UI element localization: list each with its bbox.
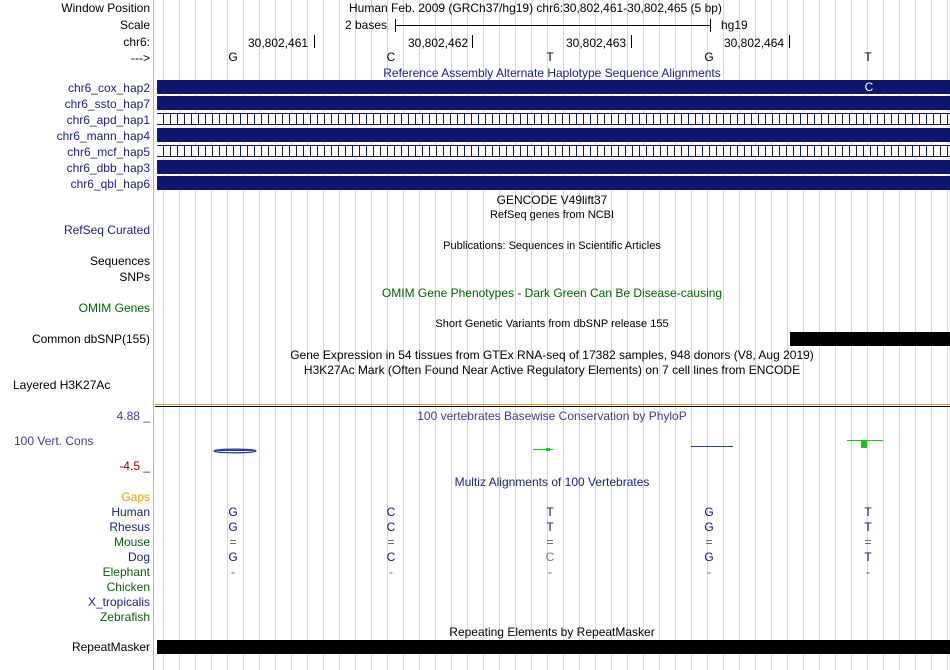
- multiz-title[interactable]: Multiz Alignments of 100 Vertebrates: [454, 475, 650, 489]
- multiz-base: T: [546, 505, 554, 519]
- multiz-base: -: [707, 565, 711, 579]
- species-label-x-tropicalis[interactable]: X_tropicalis: [87, 595, 150, 609]
- ref-base-1: G: [228, 50, 238, 64]
- track-label-gaps[interactable]: Gaps: [121, 490, 150, 504]
- track-label-common-dbsnp[interactable]: Common dbSNP(155): [31, 332, 150, 346]
- track-label-sequences[interactable]: Sequences: [89, 254, 150, 268]
- hap-bar-mann-hap4[interactable]: [157, 128, 950, 142]
- conservation-min-label: -4.5 _: [119, 459, 150, 473]
- repeatmasker-title[interactable]: Repeating Elements by RepeatMasker: [449, 625, 655, 639]
- ref-base-2: C: [386, 50, 396, 64]
- ref-base-4: G: [704, 50, 714, 64]
- hap-bar-ssto-hap7[interactable]: [157, 96, 950, 110]
- ruler-tick-2: [472, 35, 473, 48]
- scale-db-label: hg19: [721, 18, 748, 32]
- multiz-base: G: [704, 550, 714, 564]
- scale-label: Scale: [119, 18, 150, 32]
- multiz-base: =: [705, 535, 713, 549]
- ruler-tick-1: [314, 35, 315, 48]
- track-label-chr6-ssto-hap7[interactable]: chr6_ssto_hap7: [64, 97, 150, 111]
- dbsnp-title[interactable]: Short Genetic Variants from dbSNP release 155: [435, 318, 669, 330]
- gtex-title[interactable]: Gene Expression in 54 tissues from GTEx RNA-seq of 17382 samples, 948 donors (V8, Aug 2019): [290, 348, 814, 362]
- scale-bar-text: 2 bases: [345, 18, 388, 32]
- window-position-label: Window Position: [61, 1, 150, 15]
- track-label-100-vert-cons[interactable]: 100 Vert. Cons: [14, 434, 94, 448]
- conservation-title[interactable]: 100 vertebrates Basewise Conservation by PhyloP: [417, 409, 687, 423]
- multiz-base: T: [864, 550, 872, 564]
- scale-bar: [395, 25, 711, 26]
- hap-bar-cox-hap2[interactable]: [157, 80, 950, 94]
- multiz-base: T: [864, 520, 872, 534]
- track-label-chr6-qbl-hap6[interactable]: chr6_qbl_hap6: [70, 177, 150, 191]
- species-label-zebrafish[interactable]: Zebrafish: [99, 610, 150, 624]
- repeatmasker-bar[interactable]: [157, 640, 950, 654]
- cox-hap2-mismatch-base: C: [864, 80, 874, 94]
- track-separator-black: [155, 406, 950, 407]
- ruler-coord-1: 30,802,461: [248, 36, 309, 50]
- ruler-coord-3: 30,802,463: [566, 36, 627, 50]
- multiz-base: G: [704, 520, 714, 534]
- chrom-label: chr6:: [123, 35, 150, 49]
- multiz-base: =: [229, 535, 237, 549]
- hap-bar-apd-hap1[interactable]: [157, 113, 950, 125]
- multiz-base: C: [386, 505, 396, 519]
- multiz-base: -: [231, 565, 235, 579]
- ruler-coord-4: 30,802,464: [724, 36, 785, 50]
- hap-bar-dbb-hap3[interactable]: [157, 160, 950, 174]
- hap-bar-qbl-hap6[interactable]: [157, 176, 950, 190]
- dbsnp-variant-bar[interactable]: [790, 332, 950, 346]
- scale-bar-right-tick: [710, 19, 711, 32]
- species-label-mouse[interactable]: Mouse: [113, 535, 150, 549]
- publications-title[interactable]: Publications: Sequences in Scientific Articles: [443, 240, 661, 252]
- track-label-repeatmasker[interactable]: RepeatMasker: [71, 640, 150, 654]
- multiz-base: =: [864, 535, 872, 549]
- conservation-mark-1b: [214, 450, 256, 451]
- species-label-rhesus[interactable]: Rhesus: [109, 520, 150, 534]
- alt-haplotypes-title[interactable]: Reference Assembly Alternate Haplotype Sequence Alignments: [383, 66, 721, 80]
- ruler-tick-4: [789, 35, 790, 48]
- conservation-mark-4b: [861, 440, 867, 448]
- track-separator-orange: [155, 404, 950, 405]
- track-label-snps[interactable]: SNPs: [119, 270, 150, 284]
- multiz-base: T: [546, 520, 554, 534]
- multiz-base: =: [387, 535, 395, 549]
- species-label-human[interactable]: Human: [111, 505, 150, 519]
- multiz-base: -: [389, 565, 393, 579]
- conservation-plot[interactable]: [155, 430, 950, 460]
- multiz-base: G: [228, 505, 238, 519]
- species-label-dog[interactable]: Dog: [127, 550, 150, 564]
- multiz-base: C: [386, 550, 396, 564]
- multiz-base: C: [545, 550, 555, 564]
- ref-base-3: T: [546, 50, 554, 64]
- gencode-title[interactable]: GENCODE V49lift37: [496, 193, 608, 207]
- strand-toggle[interactable]: --->: [131, 51, 150, 65]
- scale-bar-left-tick: [395, 19, 396, 32]
- assembly-position-text: Human Feb. 2009 (GRCh37/hg19) chr6:30,802,461-30,802,465 (5 bp): [349, 1, 722, 15]
- track-label-column: [0, 0, 154, 670]
- multiz-base: G: [228, 520, 238, 534]
- ruler-tick-3: [631, 35, 632, 48]
- track-label-omim-genes[interactable]: OMIM Genes: [78, 301, 150, 315]
- multiz-base: =: [546, 535, 554, 549]
- multiz-base: -: [548, 565, 552, 579]
- omim-title[interactable]: OMIM Gene Phenotypes - Dark Green Can Be Disease-causing: [381, 286, 723, 300]
- ruler-coord-2: 30,802,462: [408, 36, 469, 50]
- track-label-chr6-mcf-hap5[interactable]: chr6_mcf_hap5: [67, 145, 150, 159]
- multiz-base: G: [228, 550, 238, 564]
- h3k27ac-title[interactable]: H3K27Ac Mark (Often Found Near Active Regulatory Elements) on 7 cell lines from ENCODE: [303, 363, 801, 377]
- track-label-chr6-mann-hap4[interactable]: chr6_mann_hap4: [56, 129, 150, 143]
- multiz-base: -: [866, 565, 870, 579]
- conservation-max-label: 4.88 _: [116, 409, 150, 423]
- ref-base-5: T: [864, 50, 872, 64]
- track-label-chr6-dbb-hap3[interactable]: chr6_dbb_hap3: [66, 161, 150, 175]
- track-label-chr6-cox-hap2[interactable]: chr6_cox_hap2: [67, 81, 150, 95]
- multiz-base: G: [704, 505, 714, 519]
- track-label-chr6-apd-hap1[interactable]: chr6_apd_hap1: [66, 113, 150, 127]
- multiz-base: C: [386, 520, 396, 534]
- multiz-base: T: [864, 505, 872, 519]
- hap-bar-mcf-hap5[interactable]: [157, 145, 950, 157]
- species-label-chicken[interactable]: Chicken: [106, 580, 150, 594]
- species-label-elephant[interactable]: Elephant: [102, 565, 150, 579]
- conservation-mark-3: [691, 446, 733, 447]
- track-label-refseq-curated[interactable]: RefSeq Curated: [63, 223, 150, 237]
- track-label-layered-h3k27ac[interactable]: Layered H3K27Ac: [13, 378, 111, 392]
- refseq-title[interactable]: RefSeq genes from NCBI: [489, 209, 615, 221]
- conservation-mark-2b: [546, 448, 550, 451]
